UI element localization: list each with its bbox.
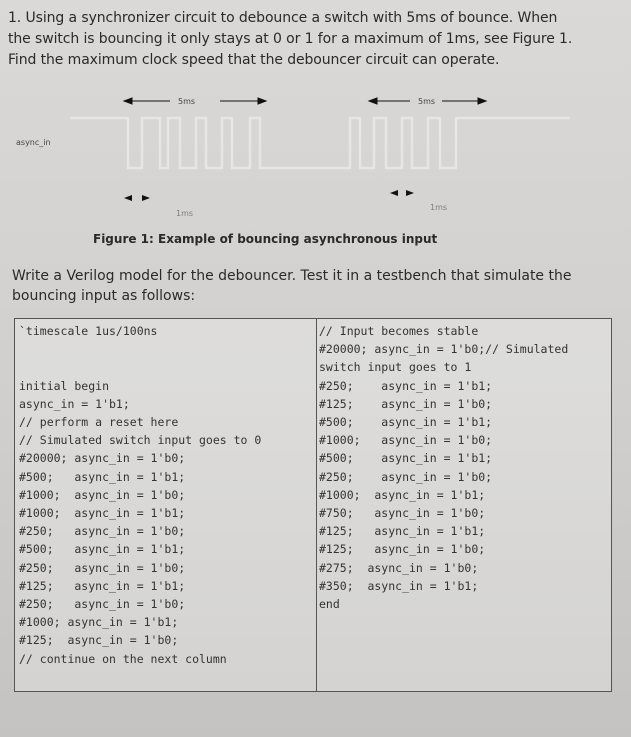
code-line: #1000; async_in = 1'b1; bbox=[19, 506, 186, 520]
testbench-code-table bbox=[14, 318, 612, 692]
code-line: // continue on the next column bbox=[19, 651, 227, 666]
code-line: #500; async_in = 1'b1; bbox=[319, 451, 493, 466]
code-line: #1000; async_in = 1'b0; bbox=[319, 433, 493, 448]
code-line: #500; async_in = 1'b1; bbox=[19, 542, 186, 557]
task-line: Write a Verilog model for the debouncer. Test it in a testbench that simulate the bbox=[12, 268, 572, 284]
column-divider bbox=[316, 319, 317, 691]
bounce-waveform-figure bbox=[10, 88, 610, 228]
code-line: #250; async_in = 1'b1; bbox=[319, 378, 493, 393]
signal-label: async_in bbox=[16, 138, 51, 147]
code-line: #1000; async_in = 1'b0; bbox=[19, 487, 186, 502]
code-line: // Simulated switch input goes to 0 bbox=[19, 433, 262, 448]
code-line bbox=[19, 358, 311, 376]
code-line: async_in = 1'b1; bbox=[19, 396, 130, 411]
code-line: #125; async_in = 1'b0; bbox=[319, 542, 486, 557]
code-line: switch input goes to 1 bbox=[319, 360, 472, 375]
code-line: end bbox=[319, 597, 340, 612]
code-line: #125; async_in = 1'b0; bbox=[19, 633, 179, 648]
async-in-waveform bbox=[70, 118, 570, 168]
question-line: Find the maximum clock speed that the debouncer circuit can operate. bbox=[8, 52, 500, 68]
min-time-arrow-right bbox=[390, 190, 414, 196]
code-line: #20000; async_in = 1'b0;// Simulated bbox=[319, 342, 569, 357]
code-line: #250; async_in = 1'b0; bbox=[319, 469, 493, 484]
code-line: `timescale 1us/100ns bbox=[19, 324, 158, 338]
code-line: #1000; async_in = 1'b1; bbox=[319, 487, 486, 502]
question-text bbox=[8, 8, 623, 71]
min-time-label-right: 1ms bbox=[430, 203, 448, 212]
code-line: #125; async_in = 1'b0; bbox=[319, 396, 493, 411]
code-line: // Input becomes stable bbox=[319, 324, 479, 338]
code-line: #275; async_in = 1'b0; bbox=[319, 560, 479, 575]
code-line: #1000; async_in = 1'b1; bbox=[19, 615, 179, 630]
task-text bbox=[12, 266, 612, 306]
code-line: #750; async_in = 1'b0; bbox=[319, 506, 486, 521]
code-line: #350; async_in = 1'b1; bbox=[319, 578, 479, 593]
code-column-right bbox=[319, 322, 609, 613]
min-time-arrow-left bbox=[124, 195, 150, 201]
code-line: #250; async_in = 1'b0; bbox=[19, 524, 186, 539]
code-column-left bbox=[19, 322, 311, 668]
code-line: #250; async_in = 1'b0; bbox=[19, 560, 186, 575]
code-line: #20000; async_in = 1'b0; bbox=[19, 451, 186, 466]
code-line: #125; async_in = 1'b1; bbox=[319, 524, 486, 539]
code-line: #500; async_in = 1'b1; bbox=[319, 415, 493, 430]
min-time-label-left: 1ms bbox=[176, 209, 194, 218]
question-line: the switch is bouncing it only stays at 0 or 1 for a maximum of 1ms, see Figure 1. bbox=[8, 31, 573, 47]
figure-caption: Figure 1: Example of bouncing asynchronous input bbox=[93, 232, 438, 246]
code-line: #125; async_in = 1'b1; bbox=[19, 578, 186, 593]
bounce-label-left: 5ms bbox=[178, 97, 196, 106]
question-line: 1. Using a synchronizer circuit to debounce a switch with 5ms of bounce. When bbox=[8, 10, 558, 26]
code-line: initial begin bbox=[19, 378, 110, 393]
code-line bbox=[19, 340, 311, 358]
bounce-label-right: 5ms bbox=[418, 97, 436, 106]
code-line: #250; async_in = 1'b0; bbox=[19, 597, 186, 612]
code-line: #500; async_in = 1'b1; bbox=[19, 469, 186, 484]
code-line: // perform a reset here bbox=[19, 414, 179, 429]
task-line: bouncing input as follows: bbox=[12, 288, 196, 304]
